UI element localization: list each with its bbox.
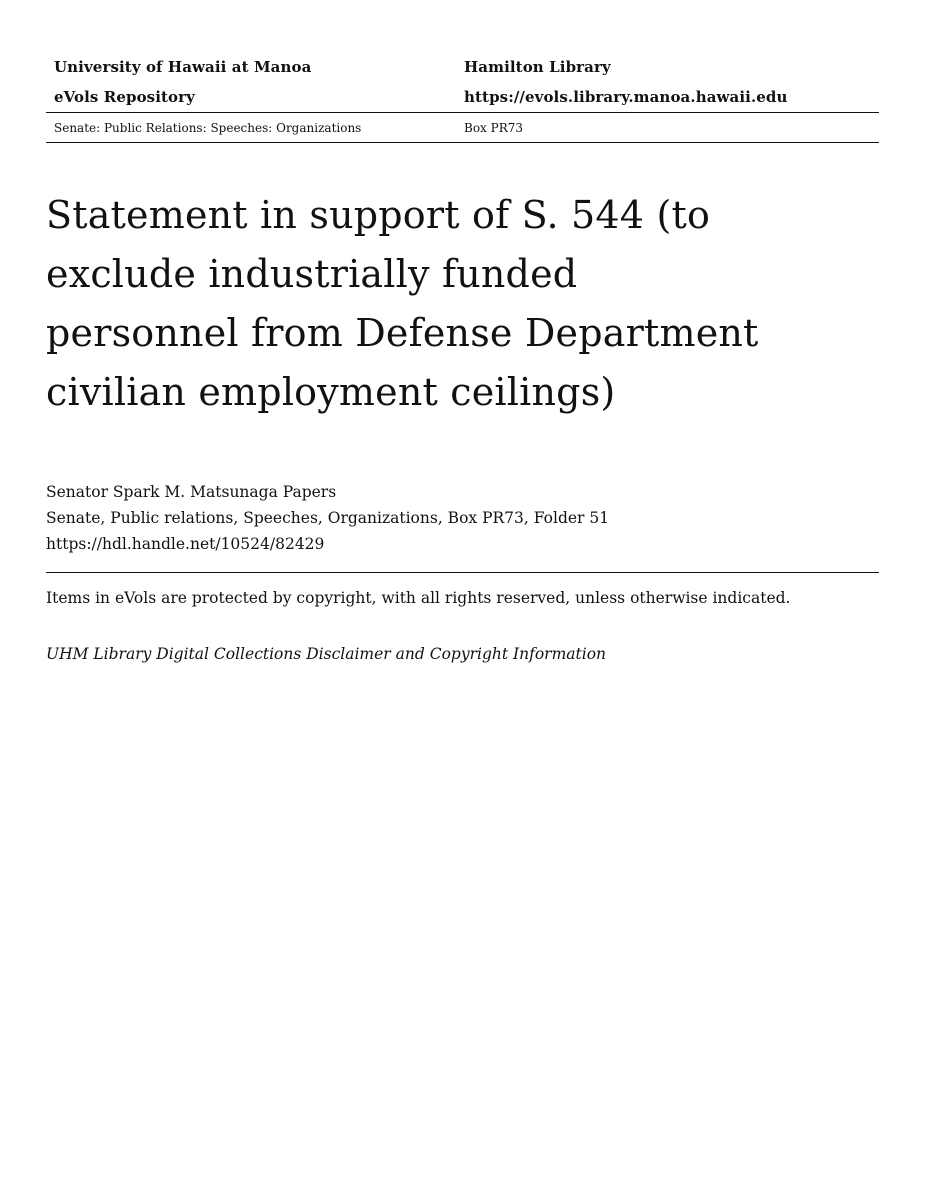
institution-name: University of Hawaii at Manoa xyxy=(54,58,312,76)
folder-location: Senate, Public relations, Speeches, Organizations, Box PR73, Folder 51 xyxy=(46,509,610,527)
header-row-second xyxy=(46,82,879,112)
header-bottom-divider xyxy=(46,142,879,143)
header-row-collection xyxy=(46,113,879,142)
header-row-top xyxy=(46,52,879,82)
repository-url[interactable]: https://evols.library.manoa.hawaii.edu xyxy=(464,88,788,106)
rights-statement: Items in eVols are protected by copyright, with all rights reserved, unless otherwise indicated. xyxy=(46,589,791,607)
title-line: Statement in support of S. 544 (to xyxy=(46,193,711,237)
repository-name: eVols Repository xyxy=(54,88,195,106)
document-header xyxy=(46,52,879,143)
metadata-divider xyxy=(46,572,879,573)
collection-path: Senate: Public Relations: Speeches: Organizations xyxy=(54,120,362,135)
document-title xyxy=(46,186,806,422)
handle-link[interactable]: https://hdl.handle.net/10524/82429 xyxy=(46,535,325,553)
title-line: personnel from Defense Department xyxy=(46,311,759,355)
document-metadata xyxy=(46,479,609,557)
collection-name: Senator Spark M. Matsunaga Papers xyxy=(46,483,337,501)
title-line: exclude industrially funded xyxy=(46,252,578,296)
library-name: Hamilton Library xyxy=(464,58,611,76)
disclaimer-link[interactable]: UHM Library Digital Collections Disclaimer and Copyright Information xyxy=(46,645,607,663)
box-label: Box PR73 xyxy=(464,120,524,135)
title-line: civilian employment ceilings) xyxy=(46,370,616,414)
